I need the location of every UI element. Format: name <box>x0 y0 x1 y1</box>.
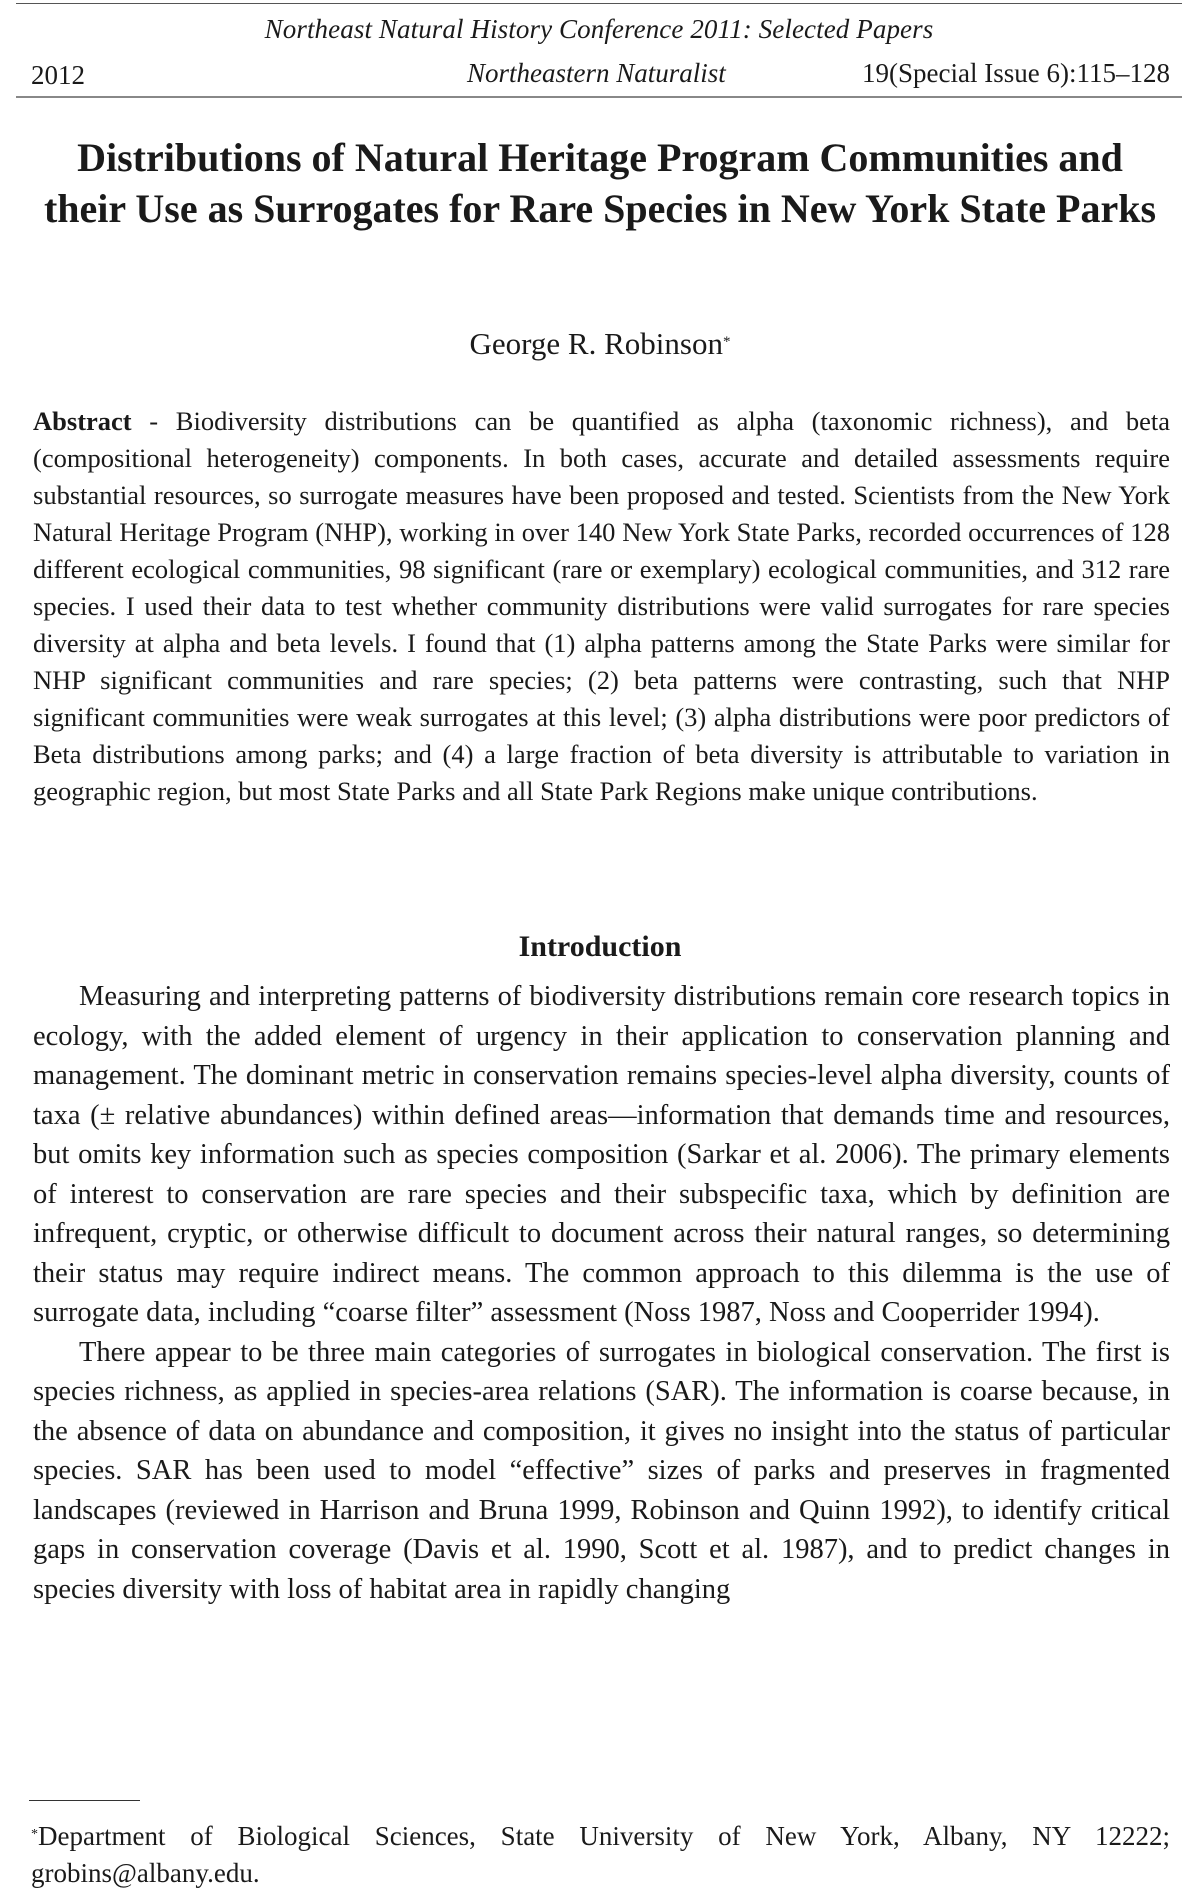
header-top-rule <box>16 3 1182 4</box>
intro-paragraph: There appear to be three main categories of surrogates in biological conservation. The first is species richness, as applied in species-area relations (SAR). The information is coarse because, in the absence of data on abundance and composition, it gives no insight into the status of particular species. SAR has been used to model “effective” sizes of parks and preserves in fragmented landscapes (reviewed in Harrison and Bruna 1999, Robinson and Quinn 1992), to identify critical gaps in conservation coverage (Davis et al. 1990, Scott et al. 1987), and to predict changes in species diversity with loss of habitat area in rapidly changing <box>33 1336 1170 1605</box>
section-heading-introduction: Introduction <box>518 930 682 963</box>
author-line <box>0 325 1200 363</box>
author-name: George R. Robinson <box>469 326 723 361</box>
footnote-text: Department of Biological Sciences, State University of New York, Albany, NY 12222; grobins@albany.edu. <box>31 1821 1170 1888</box>
author-affiliation-footnote <box>31 1818 1170 1892</box>
intro-paragraph: Measuring and interpreting patterns of biodiversity distributions remain core research topics in ecology, with the added element of urgency in their application to conservation planning and management. The dominant metric in conservation remains species-level alpha diversity, counts of taxa (± relative abundances) within defined areas—information that demands time and resources, but omits key information such as species composition (Sarkar et al. 2006). The primary elements of interest to conservation are rare species and their subspecific taxa, which by definition are infrequent, cryptic, or otherwise difficult to document across their natural ranges, so determining their status may require indirect means. The common approach to this dilemma is the use of surrogate data, including “coarse filter” assessment (Noss 1987, Noss and Cooperrider 1994). <box>33 981 1170 1328</box>
footnote-rule <box>29 1800 140 1801</box>
running-header-conference <box>0 12 1200 46</box>
article-title: Distributions of Natural Heritage Program Communities and their Use as Surrogates for Rare Species in New York State Parks <box>43 135 1157 231</box>
running-header-year: 2012 <box>31 60 85 90</box>
running-header-volume-pages: 19(Special Issue 6):115–128 <box>862 58 1170 88</box>
footnote-mark: * <box>31 1827 38 1842</box>
abstract-label: Abstract <box>33 406 132 436</box>
abstract <box>33 403 1170 810</box>
header-bottom-rule <box>16 96 1182 98</box>
introduction-body <box>33 977 1170 1609</box>
author-footnote-mark: * <box>722 334 731 350</box>
running-header-journal: Northeastern Naturalist <box>467 58 726 88</box>
abstract-text: Biodiversity distributions can be quantified as alpha (taxonomic richness), and beta (compositional heterogeneity) components. In both cases, accurate and detailed assessments require substantial resources, so surrogate measures have been proposed and tested. Scientists from the New York Natural Heritage Program (NHP), working in over 140 New York State Parks, recorded occurrences of 128 different ecological communities, 98 significant (rare or exemplary) ecological communities, and 312 rare species. I used their data to test whether community distributions were valid surrogates for rare species diversity at alpha and beta levels. I found that (1) alpha patterns among the State Parks were similar for NHP significant communities and rare species; (2) beta patterns were contrasting, such that NHP significant communities were weak surrogates at this level; (3) alpha distributions were poor predictors of Beta distributions among parks; and (4) a large fraction of beta diversity is attributable to variation in geographic region, but most State Parks and all State Park Regions make unique contributions. <box>33 406 1171 806</box>
abstract-separator: - <box>131 406 176 436</box>
conference-name: Northeast Natural History Conference 2011: Selected Papers <box>264 14 934 44</box>
